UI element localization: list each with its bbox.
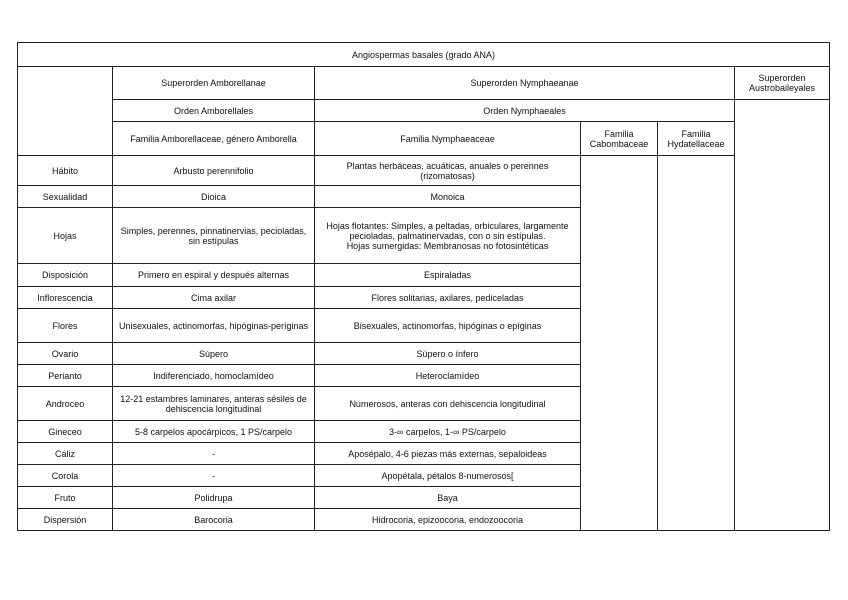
- header-familia-cabombaceae: Familia Cabombaceae: [581, 122, 658, 156]
- row-label: Corola: [18, 465, 113, 487]
- row-label: Ovario: [18, 343, 113, 365]
- nymphaeaceae-cell: 3-∞ carpelos, 1-∞ PS/carpelo: [315, 421, 581, 443]
- row-label: Fruto: [18, 487, 113, 509]
- row-label: Androceo: [18, 387, 113, 421]
- amborella-cell: Unisexuales, actinomorfas, hipóginas-períginas: [113, 309, 315, 343]
- row-label: Gineceo: [18, 421, 113, 443]
- header-superorden-austrobaileyales: Superorden Austrobaileyales: [735, 67, 830, 100]
- nymphaeaceae-cell: Aposépalo, 4-6 piezas más externas, sepaloideas: [315, 443, 581, 465]
- amborella-cell: Simples, perennes, pinnatinervias, pecioladas, sin estípulas: [113, 208, 315, 264]
- amborella-cell: Arbusto perennifolio: [113, 156, 315, 186]
- header-familia-nymphaeaceae: Familia Nymphaeaceae: [315, 122, 581, 156]
- amborella-cell: 12-21 estambres laminares, anteras sésiles de dehiscencia longitudinal: [113, 387, 315, 421]
- table-row: [18, 156, 830, 186]
- nymphaeaceae-cell: [315, 208, 581, 264]
- nymphaeaceae-cell: Numerosos, anteras con dehiscencia longitudinal: [315, 387, 581, 421]
- row-label: Inflorescencia: [18, 287, 113, 309]
- cabombaceae-empty-column: [581, 156, 658, 531]
- nymphaeaceae-cell: Súpero o ínfero: [315, 343, 581, 365]
- amborella-cell: Indiferenciado, homoclamídeo: [113, 365, 315, 387]
- row-label: Sexualidad: [18, 186, 113, 208]
- amborella-cell: Dioica: [113, 186, 315, 208]
- header-familia-hydatellaceae: Familia Hydatellaceae: [658, 122, 735, 156]
- hojas-flotantes-text: Hojas flotantes: Simples, a peltadas, orbiculares, largamente pecioladas, palmatinervadas, con o sin estípulas.: [326, 220, 569, 241]
- amborella-cell: Cima axilar: [113, 287, 315, 309]
- header-superorden-amborellanae: Superorden Amborellanae: [113, 67, 315, 100]
- comparison-table: [17, 42, 830, 531]
- row-label: Perianto: [18, 365, 113, 387]
- nymphaeaceae-cell: Espiraladas: [315, 264, 581, 287]
- nymphaeaceae-cell: Monoica: [315, 186, 581, 208]
- amborella-cell: -: [113, 465, 315, 487]
- amborella-cell: Primero en espiral y después alternas: [113, 264, 315, 287]
- hydatellaceae-empty-column: [658, 156, 735, 531]
- nymphaeaceae-cell: Apopétala, pétalos 8-numerosos[: [315, 465, 581, 487]
- amborella-cell: 5-8 carpelos apocárpicos, 1 PS/carpelo: [113, 421, 315, 443]
- amborella-cell: Barocoria: [113, 509, 315, 531]
- header-orden-nymphaeales: Orden Nymphaeales: [315, 100, 735, 122]
- nymphaeaceae-cell: Heteroclamídeo: [315, 365, 581, 387]
- row-label: Flores: [18, 309, 113, 343]
- header-orden-amborellales: Orden Amborellales: [113, 100, 315, 122]
- nymphaeaceae-cell: Plantas herbáceas, acuáticas, anuales o perennes (rizomatosas): [315, 156, 581, 186]
- hojas-sumergidas-text: Hojas sumergidas: Membranosas no fotosintéticas: [346, 240, 549, 251]
- row-label: Hojas: [18, 208, 113, 264]
- nymphaeaceae-cell: Hidrocoria, epizoocoria, endozoocoria: [315, 509, 581, 531]
- header-familia-amborellaceae: Familia Amborellaceae, género Amborella: [113, 122, 315, 156]
- amborella-cell: Polidrupa: [113, 487, 315, 509]
- amborella-cell: Súpero: [113, 343, 315, 365]
- amborella-cell: -: [113, 443, 315, 465]
- row-label: Dispersión: [18, 509, 113, 531]
- nymphaeaceae-cell: Baya: [315, 487, 581, 509]
- row-label: Disposición: [18, 264, 113, 287]
- row-label: Hábito: [18, 156, 113, 186]
- corner-cell: [18, 67, 113, 156]
- header-superorden-nymphaeanae: Superorden Nymphaeanae: [315, 67, 735, 100]
- row-label: Cáliz: [18, 443, 113, 465]
- table-title: Angiospermas basales (grado ANA): [18, 43, 830, 67]
- nymphaeaceae-cell: Bisexuales, actinomorfas, hipóginas o epíginas: [315, 309, 581, 343]
- nymphaeaceae-cell: Flores solitarias, axilares, pediceladas: [315, 287, 581, 309]
- austrobaileyales-empty-column: [735, 100, 830, 531]
